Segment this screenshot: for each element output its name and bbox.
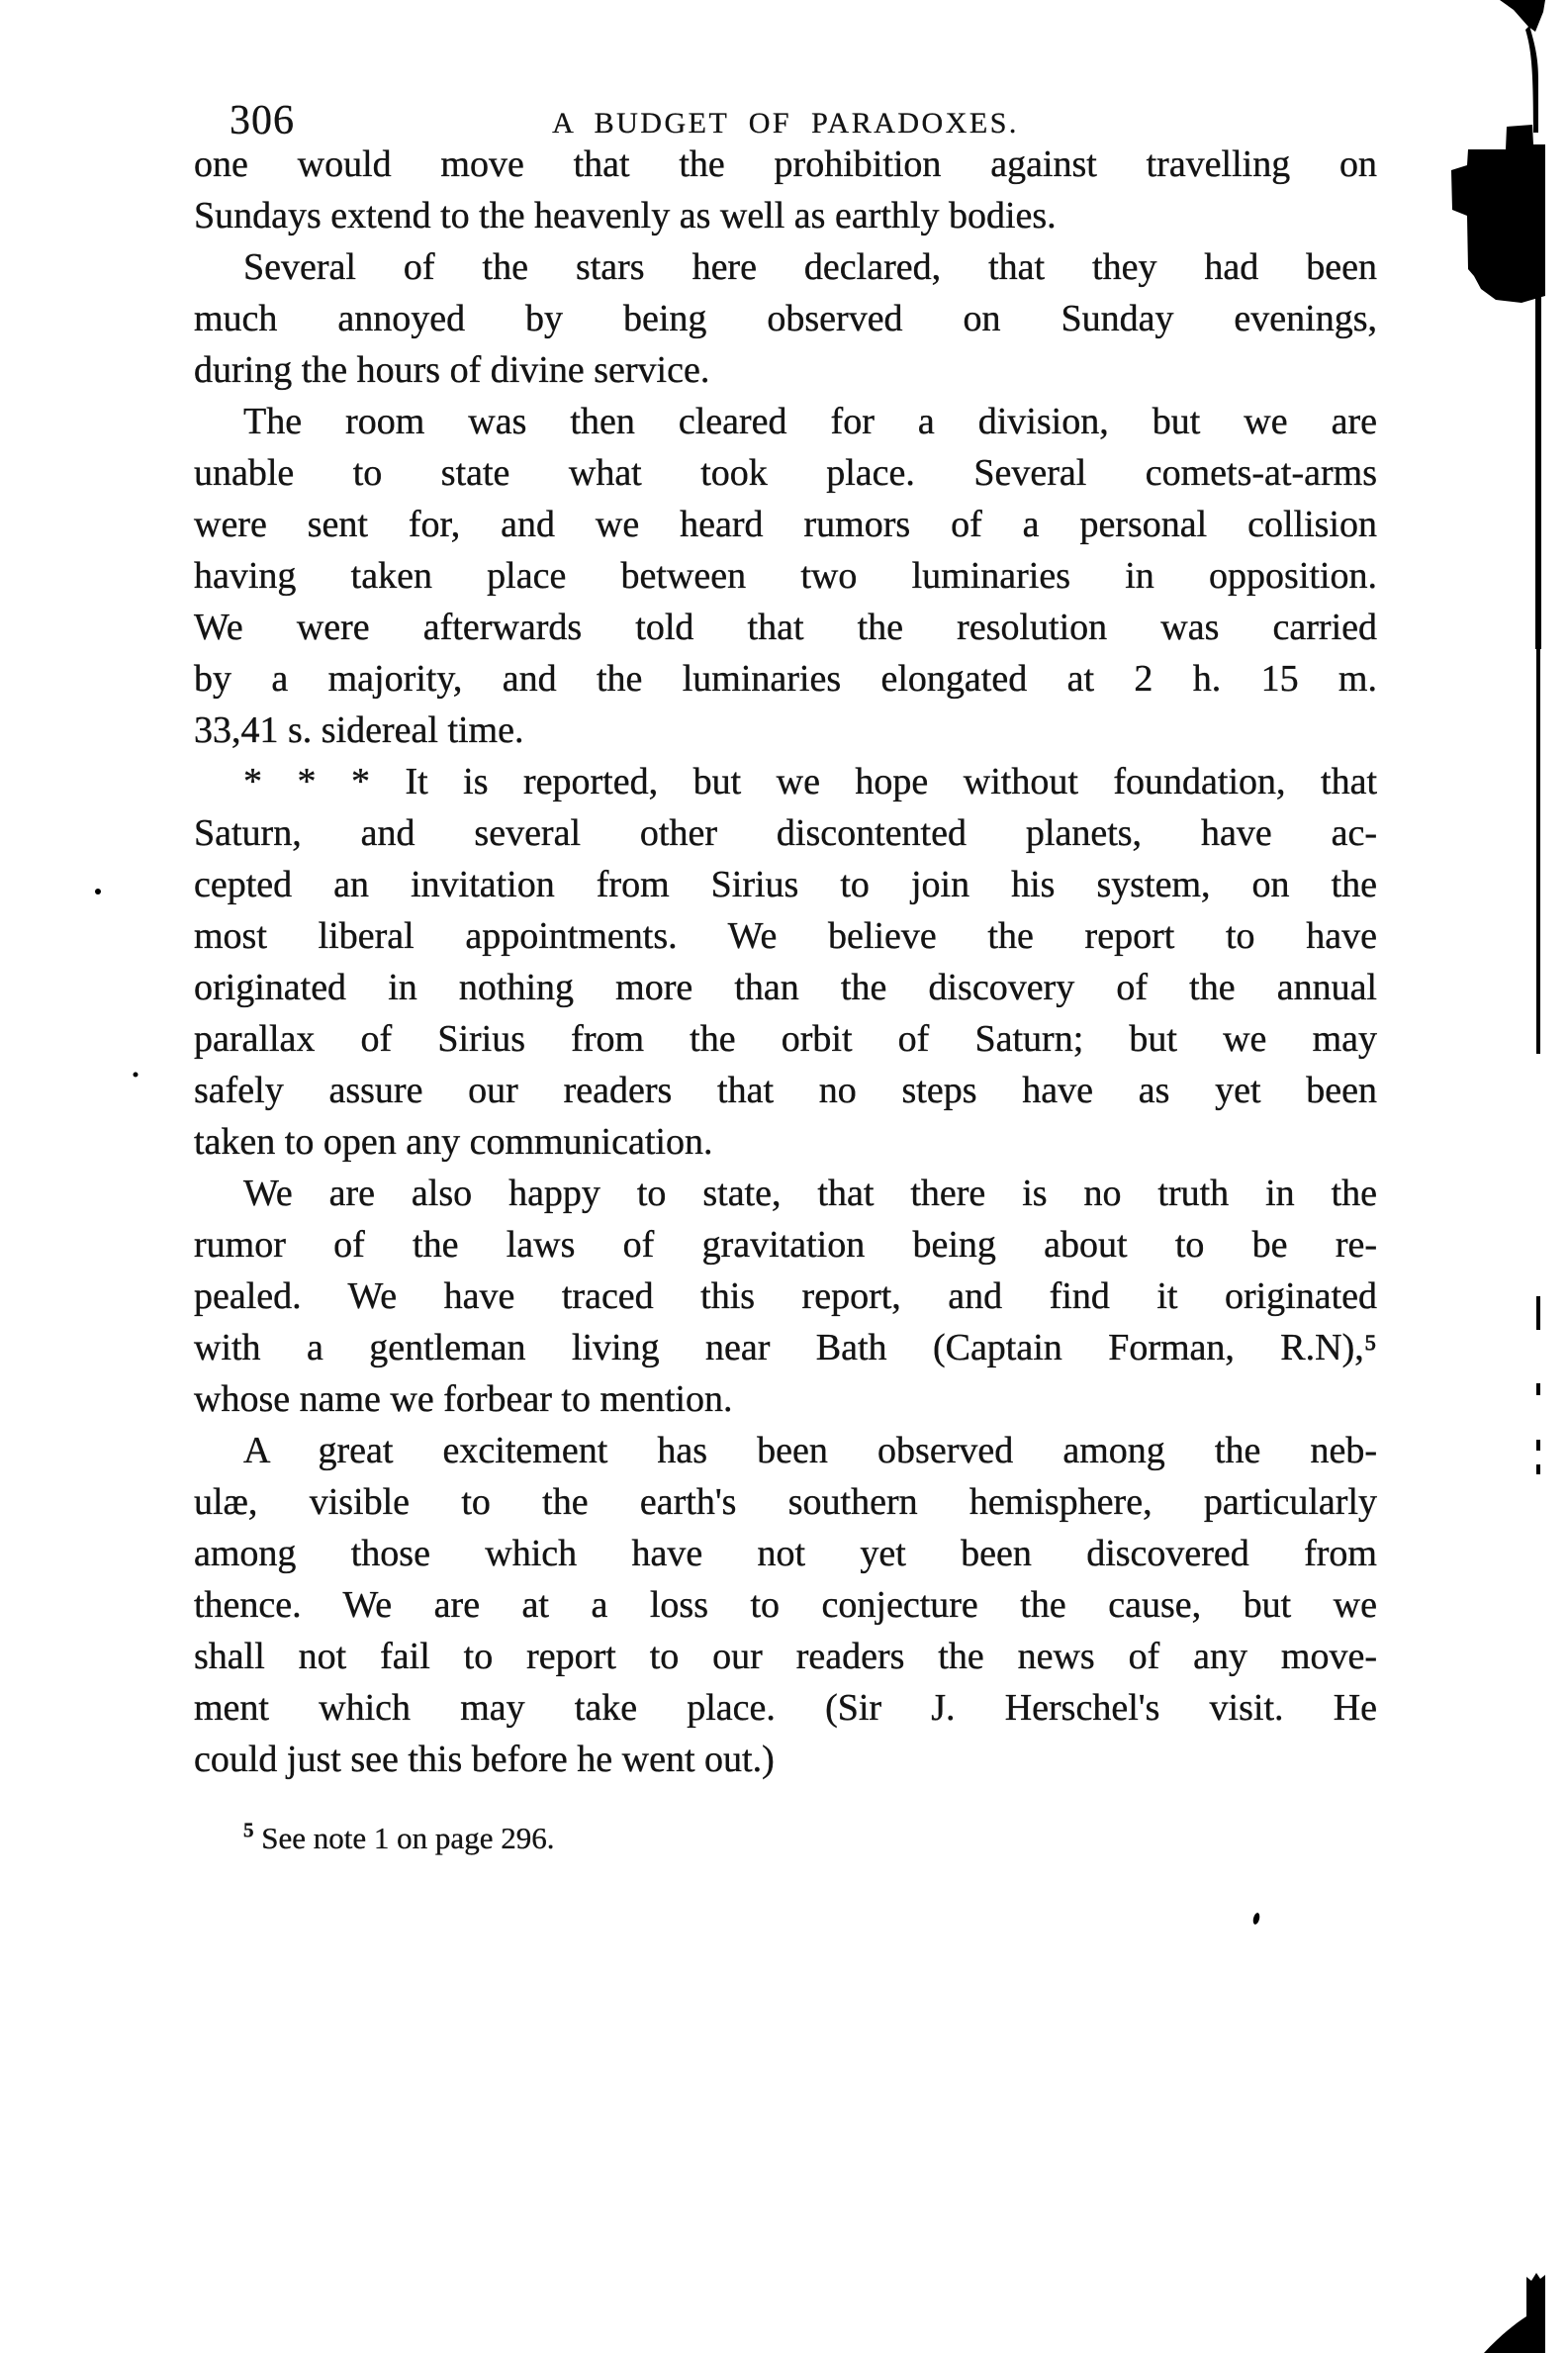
text-line: parallax of Sirius from the orbit of Saturn; but we may [194, 1018, 1377, 1060]
page-number: 306 [230, 98, 295, 143]
running-header: A BUDGET OF PARADOXES. [552, 107, 1019, 140]
text-line: * * * It is reported, but we hope without foundation, that [243, 761, 1377, 802]
text-line: Saturn, and several other discontented planets, have ac- [194, 812, 1377, 854]
scan-edge-dash-icon [1536, 1440, 1540, 1451]
text-line: safely assure our readers that no steps have as yet been [194, 1070, 1377, 1111]
scan-edge-line-icon [1536, 643, 1540, 1054]
text-line: having taken place between two luminaries in opposition. [194, 555, 1377, 597]
text-line: We are also happy to state, that there is no truth in the [243, 1173, 1377, 1214]
text-line: ment which may take place. (Sir J. Herschel's visit. He [194, 1687, 1377, 1729]
text-line: We were afterwards told that the resolution was carried [194, 607, 1377, 648]
text-line: unable to state what took place. Several comets-at-arms [194, 452, 1377, 494]
scan-smudge-bottom-right-icon [1484, 2273, 1545, 2353]
scan-edge-dash-icon [1536, 1296, 1540, 1330]
scan-speck-icon [134, 1073, 138, 1078]
scan-speck-icon [1252, 1912, 1261, 1925]
scan-edge-curve-icon [1525, 26, 1538, 133]
text-line: whose name we forbear to mention. [194, 1378, 733, 1420]
text-line: were sent for, and we heard rumors of a personal collision [194, 504, 1377, 545]
scan-smudge-right-icon [1451, 125, 1545, 303]
text-line: pealed. We have traced this report, and find it originated [194, 1275, 1377, 1317]
scan-edge-dash-icon [1536, 1464, 1540, 1474]
scan-smudge-top-right-icon [1500, 0, 1545, 32]
text-line: rumor of the laws of gravitation being about to be re- [194, 1224, 1377, 1266]
scan-edge-dash-icon [1536, 1383, 1540, 1395]
scan-edge-line-icon [1535, 293, 1541, 649]
text-line: cepted an invitation from Sirius to join his system, on the [194, 864, 1377, 905]
text-line: most liberal appointments. We believe the report to have [194, 915, 1377, 957]
text-line: Several of the stars here declared, that they had been [243, 246, 1377, 288]
text-line: one would move that the prohibition against travelling on [194, 143, 1377, 185]
footnote-marker: 5 [243, 1818, 254, 1842]
text-line: with a gentleman living near Bath (Captain Forman, R.N),⁵ [194, 1327, 1377, 1368]
text-line: The room was then cleared for a division, but we are [243, 401, 1377, 442]
scan-speck-icon [95, 889, 101, 894]
footnote [194, 1819, 1377, 1858]
text-line: during the hours of divine service. [194, 349, 710, 391]
text-line: could just see this before he went out.) [194, 1739, 775, 1780]
text-line: originated in nothing more than the discovery of the annual [194, 967, 1377, 1008]
text-line: much annoyed by being observed on Sunday evenings, [194, 298, 1377, 339]
text-block [194, 139, 1377, 1785]
text-line: by a majority, and the luminaries elongated at 2 h. 15 m. [194, 658, 1377, 700]
text-line: taken to open any communication. [194, 1121, 713, 1163]
footnote-text: See note 1 on page 296. [261, 1821, 555, 1855]
text-line: ulæ, visible to the earth's southern hemisphere, particularly [194, 1481, 1377, 1523]
text-line: Sundays extend to the heavenly as well as earthly bodies. [194, 195, 1057, 236]
text-line: thence. We are at a loss to conjecture the cause, but we [194, 1584, 1377, 1626]
text-line: among those which have not yet been discovered from [194, 1533, 1377, 1574]
text-line: A great excitement has been observed among the neb- [243, 1430, 1377, 1471]
text-line: 33,41 s. sidereal time. [194, 709, 524, 751]
text-line: shall not fail to report to our readers the news of any move- [194, 1636, 1377, 1677]
